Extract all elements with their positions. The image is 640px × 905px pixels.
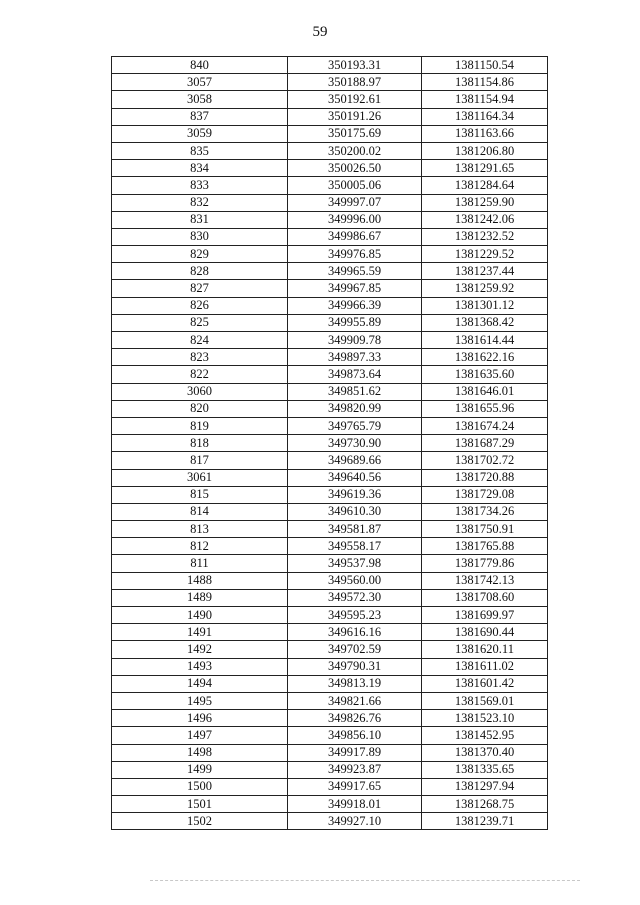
table-row bbox=[112, 332, 548, 349]
x-coordinate-cell: 349821.66 bbox=[288, 692, 422, 709]
x-coordinate-cell: 349537.98 bbox=[288, 555, 422, 572]
x-coordinate-cell: 349966.39 bbox=[288, 297, 422, 314]
x-coordinate-cell: 349820.99 bbox=[288, 400, 422, 417]
y-coordinate-cell: 1381239.71 bbox=[422, 813, 548, 830]
x-coordinate-cell: 350026.50 bbox=[288, 160, 422, 177]
table-row bbox=[112, 349, 548, 366]
y-coordinate-cell: 1381150.54 bbox=[422, 57, 548, 74]
x-coordinate-cell: 349976.85 bbox=[288, 246, 422, 263]
point-number-cell: 1499 bbox=[112, 761, 288, 778]
y-coordinate-cell: 1381242.06 bbox=[422, 211, 548, 228]
table-row bbox=[112, 796, 548, 813]
x-coordinate-cell: 350193.31 bbox=[288, 57, 422, 74]
point-number-cell: 812 bbox=[112, 538, 288, 555]
x-coordinate-cell: 349581.87 bbox=[288, 521, 422, 538]
table-row bbox=[112, 538, 548, 555]
point-number-cell: 1498 bbox=[112, 744, 288, 761]
point-number-cell: 834 bbox=[112, 160, 288, 177]
x-coordinate-cell: 349851.62 bbox=[288, 383, 422, 400]
y-coordinate-cell: 1381750.91 bbox=[422, 521, 548, 538]
x-coordinate-cell: 349572.30 bbox=[288, 589, 422, 606]
table-row bbox=[112, 452, 548, 469]
y-coordinate-cell: 1381291.65 bbox=[422, 160, 548, 177]
y-coordinate-cell: 1381646.01 bbox=[422, 383, 548, 400]
table-row bbox=[112, 607, 548, 624]
y-coordinate-cell: 1381702.72 bbox=[422, 452, 548, 469]
table-row bbox=[112, 503, 548, 520]
table-row bbox=[112, 572, 548, 589]
table-row bbox=[112, 727, 548, 744]
point-number-cell: 3057 bbox=[112, 74, 288, 91]
y-coordinate-cell: 1381614.44 bbox=[422, 332, 548, 349]
table-row bbox=[112, 160, 548, 177]
y-coordinate-cell: 1381523.10 bbox=[422, 710, 548, 727]
y-coordinate-cell: 1381674.24 bbox=[422, 417, 548, 434]
x-coordinate-cell: 349702.59 bbox=[288, 641, 422, 658]
table-row bbox=[112, 177, 548, 194]
point-number-cell: 1500 bbox=[112, 778, 288, 795]
table-row bbox=[112, 658, 548, 675]
y-coordinate-cell: 1381734.26 bbox=[422, 503, 548, 520]
table-row bbox=[112, 314, 548, 331]
x-coordinate-cell: 349897.33 bbox=[288, 349, 422, 366]
x-coordinate-cell: 349856.10 bbox=[288, 727, 422, 744]
y-coordinate-cell: 1381284.64 bbox=[422, 177, 548, 194]
point-number-cell: 1492 bbox=[112, 641, 288, 658]
y-coordinate-cell: 1381729.08 bbox=[422, 486, 548, 503]
table-row bbox=[112, 641, 548, 658]
point-number-cell: 1502 bbox=[112, 813, 288, 830]
table-row bbox=[112, 624, 548, 641]
y-coordinate-cell: 1381229.52 bbox=[422, 246, 548, 263]
x-coordinate-cell: 350188.97 bbox=[288, 74, 422, 91]
x-coordinate-cell: 349917.65 bbox=[288, 778, 422, 795]
table-row bbox=[112, 675, 548, 692]
point-number-cell: 813 bbox=[112, 521, 288, 538]
table-row bbox=[112, 589, 548, 606]
point-number-cell: 1491 bbox=[112, 624, 288, 641]
y-coordinate-cell: 1381163.66 bbox=[422, 125, 548, 142]
x-coordinate-cell: 350191.26 bbox=[288, 108, 422, 125]
y-coordinate-cell: 1381164.34 bbox=[422, 108, 548, 125]
point-number-cell: 822 bbox=[112, 366, 288, 383]
y-coordinate-cell: 1381690.44 bbox=[422, 624, 548, 641]
table-row bbox=[112, 194, 548, 211]
table-row bbox=[112, 297, 548, 314]
point-number-cell: 829 bbox=[112, 246, 288, 263]
point-number-cell: 825 bbox=[112, 314, 288, 331]
y-coordinate-cell: 1381687.29 bbox=[422, 435, 548, 452]
table-row bbox=[112, 211, 548, 228]
y-coordinate-cell: 1381569.01 bbox=[422, 692, 548, 709]
point-number-cell: 811 bbox=[112, 555, 288, 572]
point-number-cell: 1501 bbox=[112, 796, 288, 813]
y-coordinate-cell: 1381370.40 bbox=[422, 744, 548, 761]
x-coordinate-cell: 349917.89 bbox=[288, 744, 422, 761]
x-coordinate-cell: 349955.89 bbox=[288, 314, 422, 331]
table-row bbox=[112, 57, 548, 74]
point-number-cell: 833 bbox=[112, 177, 288, 194]
x-coordinate-cell: 349813.19 bbox=[288, 675, 422, 692]
table-row bbox=[112, 142, 548, 159]
y-coordinate-cell: 1381259.92 bbox=[422, 280, 548, 297]
x-coordinate-cell: 349616.16 bbox=[288, 624, 422, 641]
x-coordinate-cell: 349918.01 bbox=[288, 796, 422, 813]
x-coordinate-cell: 350200.02 bbox=[288, 142, 422, 159]
x-coordinate-cell: 349689.66 bbox=[288, 452, 422, 469]
x-coordinate-cell: 349619.36 bbox=[288, 486, 422, 503]
y-coordinate-cell: 1381635.60 bbox=[422, 366, 548, 383]
point-number-cell: 817 bbox=[112, 452, 288, 469]
point-number-cell: 832 bbox=[112, 194, 288, 211]
y-coordinate-cell: 1381708.60 bbox=[422, 589, 548, 606]
point-number-cell: 3059 bbox=[112, 125, 288, 142]
point-number-cell: 818 bbox=[112, 435, 288, 452]
table-row bbox=[112, 400, 548, 417]
x-coordinate-cell: 349610.30 bbox=[288, 503, 422, 520]
table-row bbox=[112, 263, 548, 280]
x-coordinate-cell: 349996.00 bbox=[288, 211, 422, 228]
table-row bbox=[112, 778, 548, 795]
y-coordinate-cell: 1381206.80 bbox=[422, 142, 548, 159]
point-number-cell: 814 bbox=[112, 503, 288, 520]
point-number-cell: 1496 bbox=[112, 710, 288, 727]
x-coordinate-cell: 349997.07 bbox=[288, 194, 422, 211]
x-coordinate-cell: 349965.59 bbox=[288, 263, 422, 280]
x-coordinate-cell: 349790.31 bbox=[288, 658, 422, 675]
point-number-cell: 826 bbox=[112, 297, 288, 314]
x-coordinate-cell: 349967.85 bbox=[288, 280, 422, 297]
x-coordinate-cell: 349558.17 bbox=[288, 538, 422, 555]
table-row bbox=[112, 486, 548, 503]
y-coordinate-cell: 1381655.96 bbox=[422, 400, 548, 417]
point-number-cell: 1495 bbox=[112, 692, 288, 709]
point-number-cell: 824 bbox=[112, 332, 288, 349]
point-number-cell: 1488 bbox=[112, 572, 288, 589]
y-coordinate-cell: 1381232.52 bbox=[422, 228, 548, 245]
point-number-cell: 3058 bbox=[112, 91, 288, 108]
table-row bbox=[112, 521, 548, 538]
point-number-cell: 820 bbox=[112, 400, 288, 417]
table-row bbox=[112, 246, 548, 263]
table-row bbox=[112, 761, 548, 778]
table-row bbox=[112, 813, 548, 830]
table-row bbox=[112, 228, 548, 245]
point-number-cell: 840 bbox=[112, 57, 288, 74]
scan-artifact-line bbox=[150, 880, 580, 881]
table-row bbox=[112, 366, 548, 383]
x-coordinate-cell: 349765.79 bbox=[288, 417, 422, 434]
coordinates-table bbox=[111, 56, 548, 830]
x-coordinate-cell: 349927.10 bbox=[288, 813, 422, 830]
y-coordinate-cell: 1381297.94 bbox=[422, 778, 548, 795]
x-coordinate-cell: 349909.78 bbox=[288, 332, 422, 349]
y-coordinate-cell: 1381268.75 bbox=[422, 796, 548, 813]
table-row bbox=[112, 91, 548, 108]
point-number-cell: 823 bbox=[112, 349, 288, 366]
table-row bbox=[112, 435, 548, 452]
x-coordinate-cell: 350005.06 bbox=[288, 177, 422, 194]
point-number-cell: 1494 bbox=[112, 675, 288, 692]
table-row bbox=[112, 417, 548, 434]
y-coordinate-cell: 1381259.90 bbox=[422, 194, 548, 211]
y-coordinate-cell: 1381620.11 bbox=[422, 641, 548, 658]
y-coordinate-cell: 1381699.97 bbox=[422, 607, 548, 624]
table-row bbox=[112, 469, 548, 486]
x-coordinate-cell: 349730.90 bbox=[288, 435, 422, 452]
y-coordinate-cell: 1381237.44 bbox=[422, 263, 548, 280]
y-coordinate-cell: 1381301.12 bbox=[422, 297, 548, 314]
table-row bbox=[112, 280, 548, 297]
x-coordinate-cell: 350175.69 bbox=[288, 125, 422, 142]
y-coordinate-cell: 1381335.65 bbox=[422, 761, 548, 778]
y-coordinate-cell: 1381368.42 bbox=[422, 314, 548, 331]
y-coordinate-cell: 1381154.86 bbox=[422, 74, 548, 91]
y-coordinate-cell: 1381765.88 bbox=[422, 538, 548, 555]
x-coordinate-cell: 349986.67 bbox=[288, 228, 422, 245]
y-coordinate-cell: 1381452.95 bbox=[422, 727, 548, 744]
page-number: 59 bbox=[312, 24, 328, 40]
y-coordinate-cell: 1381601.42 bbox=[422, 675, 548, 692]
point-number-cell: 1489 bbox=[112, 589, 288, 606]
x-coordinate-cell: 349826.76 bbox=[288, 710, 422, 727]
coordinates-table-body bbox=[112, 57, 548, 830]
table-row bbox=[112, 74, 548, 91]
point-number-cell: 827 bbox=[112, 280, 288, 297]
table-row bbox=[112, 383, 548, 400]
table-row bbox=[112, 555, 548, 572]
point-number-cell: 830 bbox=[112, 228, 288, 245]
x-coordinate-cell: 349923.87 bbox=[288, 761, 422, 778]
x-coordinate-cell: 349640.56 bbox=[288, 469, 422, 486]
point-number-cell: 835 bbox=[112, 142, 288, 159]
x-coordinate-cell: 349873.64 bbox=[288, 366, 422, 383]
x-coordinate-cell: 350192.61 bbox=[288, 91, 422, 108]
y-coordinate-cell: 1381611.02 bbox=[422, 658, 548, 675]
y-coordinate-cell: 1381720.88 bbox=[422, 469, 548, 486]
y-coordinate-cell: 1381742.13 bbox=[422, 572, 548, 589]
y-coordinate-cell: 1381779.86 bbox=[422, 555, 548, 572]
point-number-cell: 1497 bbox=[112, 727, 288, 744]
y-coordinate-cell: 1381154.94 bbox=[422, 91, 548, 108]
table-row bbox=[112, 744, 548, 761]
table-row bbox=[112, 710, 548, 727]
point-number-cell: 837 bbox=[112, 108, 288, 125]
x-coordinate-cell: 349595.23 bbox=[288, 607, 422, 624]
point-number-cell: 815 bbox=[112, 486, 288, 503]
point-number-cell: 819 bbox=[112, 417, 288, 434]
table-row bbox=[112, 692, 548, 709]
x-coordinate-cell: 349560.00 bbox=[288, 572, 422, 589]
point-number-cell: 831 bbox=[112, 211, 288, 228]
table-row bbox=[112, 125, 548, 142]
y-coordinate-cell: 1381622.16 bbox=[422, 349, 548, 366]
point-number-cell: 828 bbox=[112, 263, 288, 280]
table-row bbox=[112, 108, 548, 125]
point-number-cell: 1490 bbox=[112, 607, 288, 624]
point-number-cell: 3061 bbox=[112, 469, 288, 486]
point-number-cell: 3060 bbox=[112, 383, 288, 400]
point-number-cell: 1493 bbox=[112, 658, 288, 675]
